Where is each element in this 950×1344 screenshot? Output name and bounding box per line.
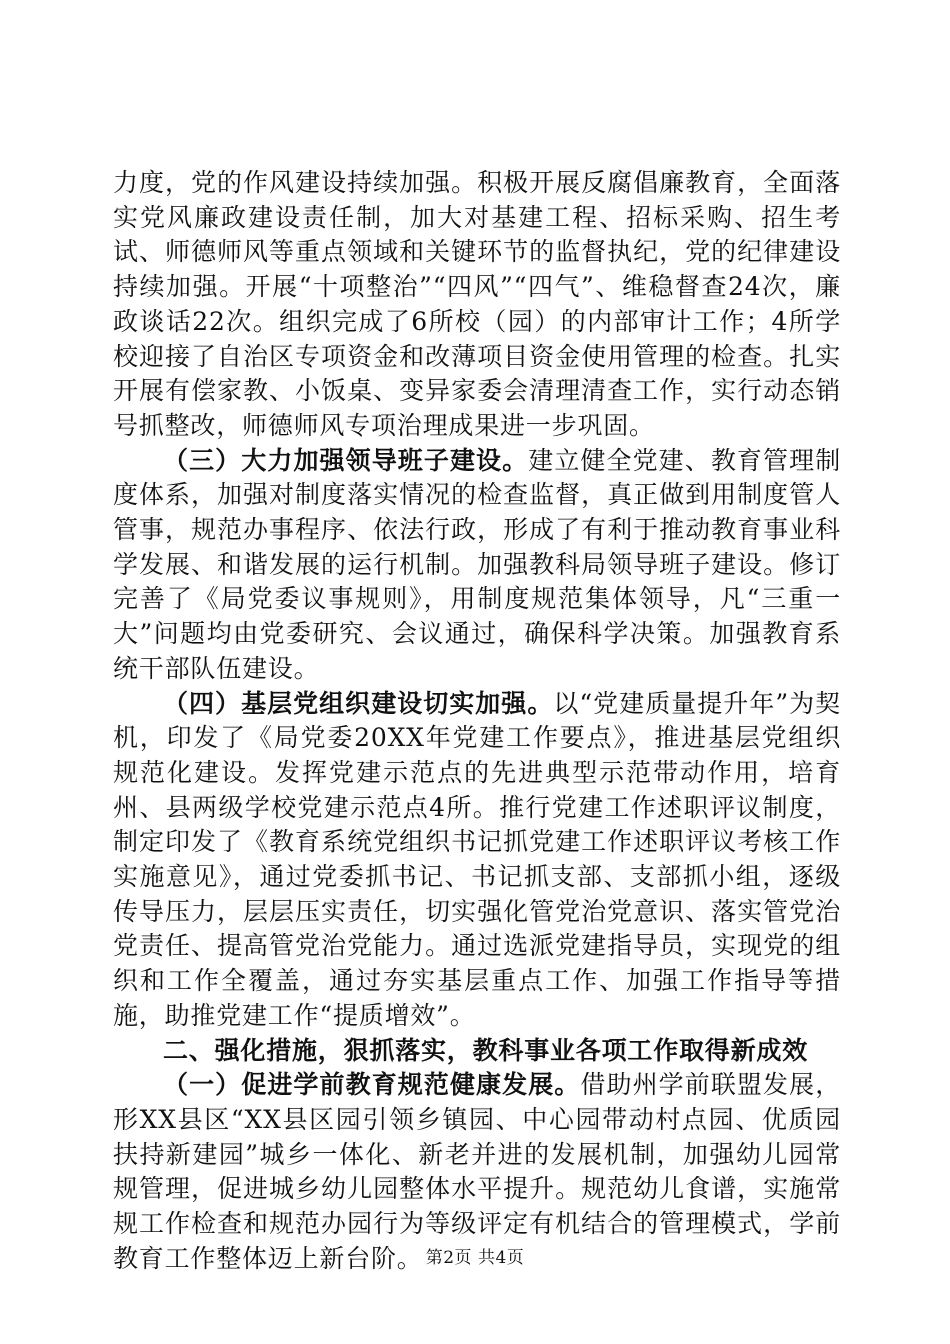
section-heading-3: （三）大力加强领导班子建设。	[163, 445, 529, 475]
document-body	[113, 166, 841, 1277]
page-footer	[0, 1243, 950, 1268]
paragraph-leadership-body: 建立健全党建、教育管理制度体系，加强对制度落实情况的检查监督，真正做到用制度管人管事，规范办事程序、依法行政，形成了有利于推动教育事业科学发展、和谐发展的运行机制。加强教科局领导班子建设。修订完善了《局党委议事规则》，用制度规范集体领导，凡“三重一大”问题均由党委研究、会议通过，确保科学决策。加强教育系统干部队伍建设。	[113, 445, 841, 683]
paragraph-grassroots	[113, 687, 841, 1034]
section-heading-1: （一）促进学前教育规范健康发展。	[163, 1070, 581, 1100]
paragraph-leadership	[113, 444, 841, 687]
paragraph-preschool-body: 借助州学前联盟发展，形XX县区“XX县区园引领乡镇园、中心园带动村点园、优质园扶持新建园”城乡一体化、新老并进的发展机制，加强幼儿园常规管理，促进城乡幼儿园整体水平提升。规范幼儿食谱，实施常规工作检查和规范办园行为等级评定有机结合的管理模式，学前教育工作整体迈上新台阶。	[113, 1070, 841, 1273]
paragraph-grassroots-body: 以“党建质量提升年”为契机，印发了《局党委20XX年党建工作要点》，推进基层党组织规范化建设。发挥党建示范点的先进典型示范带动作用，培育州、县两级学校党建示范点4所。推行党建工作述职评议制度，制定印发了《教育系统党组织书记抓党建工作述职评议考核工作实施意见》，通过党委抓书记、书记抓支部、支部抓小组，逐级传导压力，层层压实责任，切实强化管党治党意识、落实管党治党责任、提高管党治党能力。通过选派党建指导员，实现党的组织和工作全覆盖，通过夯实基层重点工作、加强工作指导等措施，助推党建工作“提质增效”。	[113, 688, 841, 1030]
paragraph-discipline: 力度，党的作风建设持续加强。积极开展反腐倡廉教育，全面落实党风廉政建设责任制，加大对基建工程、招标采购、招生考试、师德师风等重点领域和关键环节的监督执纪，党的纪律建设持续加强。开展“十项整治”“四风”“四气”、维稳督查24次，廉政谈话22次。组织完成了6所校（园）的内部审计工作；4所学校迎接了自治区专项资金和改薄项目资金使用管理的检查。扎实开展有偿家教、小饭桌、变异家委会清理清查工作，实行动态销号抓整改，师德师风专项治理成果进一步巩固。	[113, 168, 841, 440]
section-heading-4: （四）基层党组织建设切实加强。	[163, 688, 554, 718]
page-number-label: 第2页 共4页	[425, 1248, 525, 1268]
chapter-heading-2: 二、强化措施，狠抓落实，教科事业各项工作取得新成效	[163, 1035, 809, 1065]
